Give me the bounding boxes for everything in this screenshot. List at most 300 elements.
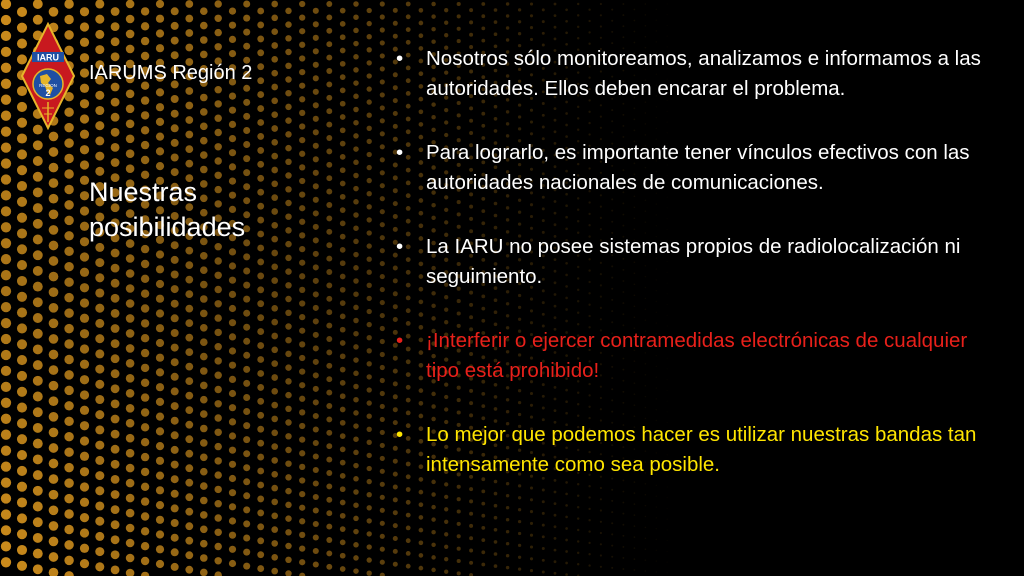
background-dot	[299, 477, 305, 483]
background-dot	[200, 382, 208, 390]
background-dot	[185, 464, 193, 472]
background-dot	[380, 131, 385, 136]
background-dot	[271, 111, 278, 118]
bullet-text: La IARU no posee sistemas propios de radiolocalización ni seguimiento.	[426, 235, 961, 288]
background-dot	[64, 355, 73, 364]
background-dot	[49, 209, 59, 219]
background-dot	[49, 396, 59, 406]
background-dot	[271, 56, 278, 63]
background-dot	[481, 14, 485, 18]
background-dot	[257, 495, 264, 502]
background-dot	[457, 27, 461, 31]
background-dot	[64, 308, 73, 317]
background-dot	[340, 566, 346, 572]
background-dot	[299, 396, 305, 402]
background-dot	[419, 515, 424, 520]
background-dot	[419, 553, 424, 558]
background-dot	[185, 116, 193, 124]
background-dot	[171, 285, 179, 293]
background-dot	[340, 540, 346, 546]
background-dot	[340, 327, 346, 333]
background-dot	[299, 1, 305, 7]
background-dot	[299, 368, 305, 374]
background-dot	[33, 329, 43, 339]
bullet-text: ¡Interferir o ejercer contramedidas electrónicas de cualquier tipo está prohibido!	[426, 329, 968, 382]
background-dot	[49, 272, 59, 282]
background-dot	[530, 557, 533, 560]
background-dot	[506, 554, 509, 557]
background-dot	[469, 524, 473, 528]
background-dot	[271, 291, 278, 298]
background-dot	[431, 543, 435, 547]
background-dot	[326, 510, 332, 516]
background-dot	[380, 235, 385, 240]
background-dot	[80, 206, 89, 215]
background-dot	[353, 384, 359, 390]
background-dot	[1, 334, 11, 344]
background-dot	[156, 427, 164, 435]
background-dot	[185, 247, 193, 255]
background-dot	[141, 37, 149, 45]
background-dot	[111, 324, 120, 333]
background-dot	[518, 544, 521, 547]
background-dot	[80, 114, 89, 123]
background-dot	[156, 501, 164, 509]
background-dot	[1, 270, 11, 280]
background-dot	[380, 469, 385, 474]
background-dot	[33, 156, 43, 166]
background-dot	[33, 219, 43, 229]
background-dot	[285, 296, 291, 302]
background-dot	[353, 1, 359, 7]
background-dot	[622, 3, 624, 5]
background-dot	[340, 433, 346, 439]
background-dot	[185, 145, 193, 153]
background-dot	[200, 511, 208, 519]
background-dot	[1, 286, 11, 296]
background-dot	[271, 1, 278, 8]
background-dot	[126, 329, 135, 338]
background-dot	[380, 430, 385, 435]
background-dot	[257, 272, 264, 279]
background-dot	[299, 137, 305, 143]
background-dot	[141, 497, 149, 505]
background-dot	[380, 417, 385, 422]
background-dot	[271, 97, 278, 104]
background-dot	[185, 551, 193, 559]
background-dot	[380, 1, 385, 6]
background-dot	[481, 563, 485, 567]
background-dot	[299, 341, 305, 347]
background-dot	[257, 565, 264, 572]
background-dot	[326, 363, 332, 369]
background-dot	[64, 401, 73, 410]
background-dot	[17, 292, 27, 302]
background-dot	[380, 40, 385, 45]
background-dot	[313, 75, 319, 81]
background-dot	[353, 371, 359, 377]
background-dot	[457, 522, 461, 526]
background-dot	[285, 406, 291, 412]
background-dot	[611, 522, 613, 524]
background-dot	[80, 7, 89, 16]
background-dot	[313, 386, 319, 392]
background-dot	[141, 275, 149, 283]
bullet-marker: •	[396, 423, 404, 446]
background-dot	[326, 229, 332, 235]
background-dot	[656, 517, 657, 518]
background-dot	[243, 464, 250, 471]
background-dot	[457, 2, 461, 6]
background-dot	[419, 33, 424, 38]
background-dot	[285, 49, 291, 55]
background-dot	[313, 278, 319, 284]
background-dot	[285, 145, 291, 151]
background-dot	[80, 528, 89, 537]
background-dot	[214, 286, 221, 293]
background-dot	[243, 506, 250, 513]
background-dot	[367, 257, 372, 262]
background-dot	[634, 31, 636, 33]
background-dot	[313, 48, 319, 54]
background-dot	[506, 14, 509, 17]
bullet-item	[394, 138, 1004, 198]
background-dot	[126, 269, 135, 278]
background-dot	[656, 19, 657, 20]
background-dot	[257, 133, 264, 140]
background-dot	[1, 174, 11, 184]
background-dot	[243, 520, 250, 527]
background-dot	[257, 245, 264, 252]
background-dot	[313, 467, 319, 473]
background-dot	[367, 126, 372, 131]
background-dot	[185, 290, 193, 298]
background-dot	[367, 34, 372, 39]
background-dot	[1, 446, 11, 456]
background-dot	[141, 96, 149, 104]
background-dot	[243, 450, 250, 457]
background-dot	[49, 412, 59, 422]
background-dot	[565, 516, 568, 519]
background-dot	[95, 395, 104, 404]
background-dot	[588, 20, 590, 22]
background-dot	[156, 383, 164, 391]
background-dot	[185, 160, 193, 168]
background-dot	[1, 493, 11, 503]
background-dot	[95, 319, 104, 328]
background-dot	[622, 36, 624, 38]
background-dot	[64, 494, 73, 503]
background-dot	[326, 497, 332, 503]
background-dot	[214, 15, 221, 22]
background-dot	[141, 542, 149, 550]
background-dot	[667, 36, 668, 37]
background-dot	[565, 550, 568, 553]
background-dot	[229, 92, 236, 99]
background-dot	[353, 502, 359, 508]
background-dot	[126, 284, 135, 293]
background-dot	[49, 350, 59, 360]
background-dot	[340, 274, 346, 280]
background-dot	[285, 351, 291, 357]
background-dot	[554, 525, 557, 528]
background-dot	[667, 14, 668, 15]
background-dot	[313, 318, 319, 324]
background-dot	[271, 568, 278, 575]
background-dot	[80, 130, 89, 139]
background-dot	[271, 263, 278, 270]
background-dot	[299, 314, 305, 320]
background-dot	[214, 329, 221, 336]
background-dot	[243, 253, 250, 260]
background-dot	[313, 399, 319, 405]
background-dot	[80, 53, 89, 62]
background-dot	[185, 87, 193, 95]
background-dot	[554, 514, 557, 517]
background-dot	[271, 250, 278, 257]
background-dot	[444, 21, 448, 25]
background-dot	[367, 374, 372, 379]
background-dot	[95, 562, 104, 571]
background-dot	[200, 51, 208, 59]
background-dot	[622, 14, 624, 16]
background-dot	[600, 521, 602, 523]
background-dot	[95, 121, 104, 130]
background-dot	[367, 309, 372, 314]
background-dot	[554, 572, 557, 575]
background-dot	[380, 313, 385, 318]
background-dot	[111, 369, 120, 378]
background-dot	[353, 489, 359, 495]
background-dot	[367, 217, 372, 222]
background-dot	[64, 0, 73, 9]
background-dot	[200, 94, 208, 102]
background-dot	[313, 480, 319, 486]
background-dot	[257, 286, 264, 293]
background-dot	[17, 213, 27, 223]
background-dot	[156, 15, 164, 23]
background-dot	[95, 91, 104, 100]
background-dot	[380, 391, 385, 396]
background-dot	[185, 435, 193, 443]
background-dot	[156, 354, 164, 362]
background-dot	[200, 295, 208, 303]
background-dot	[645, 548, 647, 550]
background-dot	[243, 113, 250, 120]
background-dot	[299, 96, 305, 102]
background-dot	[171, 548, 179, 556]
background-dot	[64, 556, 73, 565]
background-dot	[588, 530, 590, 532]
background-dot	[1, 318, 11, 328]
background-dot	[380, 196, 385, 201]
background-dot	[611, 20, 613, 22]
background-dot	[229, 347, 236, 354]
background-dot	[353, 423, 359, 429]
background-dot	[80, 22, 89, 31]
background-dot	[49, 443, 59, 453]
background-dot	[156, 457, 164, 465]
background-dot	[299, 246, 305, 252]
background-dot	[419, 528, 424, 533]
background-dot	[367, 518, 372, 523]
background-dot	[214, 0, 221, 7]
background-dot	[243, 478, 250, 485]
background-dot	[518, 556, 521, 559]
background-dot	[506, 26, 509, 29]
background-dot	[380, 248, 385, 253]
background-dot	[271, 125, 278, 132]
background-dot	[326, 524, 332, 530]
background-dot	[340, 367, 346, 373]
background-dot	[326, 564, 332, 570]
background-dot	[229, 277, 236, 284]
background-dot	[299, 28, 305, 34]
background-dot	[243, 436, 250, 443]
background-dot	[229, 50, 236, 57]
bullet-item-warning	[394, 326, 1004, 386]
background-dot	[17, 165, 27, 175]
background-dot	[340, 221, 346, 227]
background-dot	[271, 167, 278, 174]
background-dot	[64, 185, 73, 194]
background-dot	[353, 305, 359, 311]
background-dot	[285, 21, 291, 27]
background-dot	[49, 490, 59, 500]
background-dot	[622, 25, 624, 27]
background-dot	[313, 372, 319, 378]
background-dot	[367, 322, 372, 327]
background-dot	[141, 349, 149, 357]
background-dot	[229, 7, 236, 14]
background-dot	[611, 533, 613, 535]
background-dot	[645, 527, 647, 529]
background-dot	[243, 43, 250, 50]
background-dot	[33, 203, 43, 213]
background-dot	[444, 33, 448, 37]
background-dot	[229, 546, 236, 553]
background-dot	[229, 404, 236, 411]
background-dot	[271, 42, 278, 49]
background-dot	[419, 566, 424, 571]
background-dot	[214, 443, 221, 450]
background-dot	[257, 537, 264, 544]
background-dot	[565, 31, 568, 34]
background-dot	[49, 163, 59, 173]
background-dot	[353, 516, 359, 522]
background-dot	[353, 41, 359, 47]
background-dot	[285, 268, 291, 274]
logo-text-region: REGION	[39, 83, 57, 88]
background-dot	[634, 9, 636, 11]
background-dot	[656, 30, 657, 31]
background-dot	[326, 215, 332, 221]
background-dot	[340, 74, 346, 80]
background-dot	[111, 354, 120, 363]
background-dot	[243, 127, 250, 134]
background-dot	[457, 559, 461, 563]
background-dot	[64, 154, 73, 163]
background-dot	[229, 489, 236, 496]
background-dot	[340, 407, 346, 413]
background-dot	[481, 538, 485, 542]
background-dot	[126, 524, 135, 533]
background-dot	[214, 343, 221, 350]
background-dot	[406, 27, 411, 32]
background-dot	[126, 314, 135, 323]
background-dot	[64, 339, 73, 348]
background-dot	[156, 147, 164, 155]
background-dot	[353, 94, 359, 100]
background-dot	[285, 104, 291, 110]
background-dot	[141, 364, 149, 372]
background-dot	[229, 135, 236, 142]
background-dot	[299, 287, 305, 293]
background-dot	[299, 505, 305, 511]
background-dot	[64, 370, 73, 379]
background-dot	[171, 417, 179, 425]
background-dot	[285, 90, 291, 96]
background-dot	[200, 468, 208, 476]
background-dot	[457, 14, 461, 18]
background-dot	[634, 525, 636, 527]
background-dot	[257, 398, 264, 405]
background-dot	[313, 116, 319, 122]
background-dot	[444, 557, 448, 561]
background-dot	[111, 490, 120, 499]
background-dot	[243, 0, 250, 7]
background-dot	[17, 482, 27, 492]
bullet-item-highlight	[394, 420, 1004, 480]
background-dot	[645, 538, 647, 540]
background-dot	[431, 530, 435, 534]
background-dot	[380, 482, 385, 487]
background-dot	[600, 25, 602, 27]
background-dot	[667, 561, 668, 562]
background-dot	[229, 447, 236, 454]
background-dot	[156, 29, 164, 37]
background-dot	[80, 160, 89, 169]
background-dot	[156, 442, 164, 450]
background-dot	[645, 516, 647, 518]
background-dot	[406, 14, 411, 19]
background-dot	[95, 547, 104, 556]
background-dot	[111, 279, 120, 288]
background-dot	[367, 453, 372, 458]
background-dot	[49, 505, 59, 515]
background-dot	[33, 470, 43, 480]
background-dot	[380, 14, 385, 19]
background-dot	[393, 21, 398, 26]
background-dot	[1, 206, 11, 216]
background-dot	[33, 439, 43, 449]
background-dot	[285, 433, 291, 439]
background-dot	[353, 199, 359, 205]
background-dot	[326, 122, 332, 128]
background-dot	[200, 525, 208, 533]
background-dot	[49, 225, 59, 235]
background-dot	[80, 360, 89, 369]
background-dot	[185, 493, 193, 501]
background-dot	[326, 269, 332, 275]
background-dot	[380, 222, 385, 227]
background-dot	[156, 162, 164, 170]
background-dot	[126, 299, 135, 308]
background-dot	[285, 117, 291, 123]
background-dot	[326, 309, 332, 315]
background-dot	[200, 22, 208, 30]
background-dot	[299, 164, 305, 170]
